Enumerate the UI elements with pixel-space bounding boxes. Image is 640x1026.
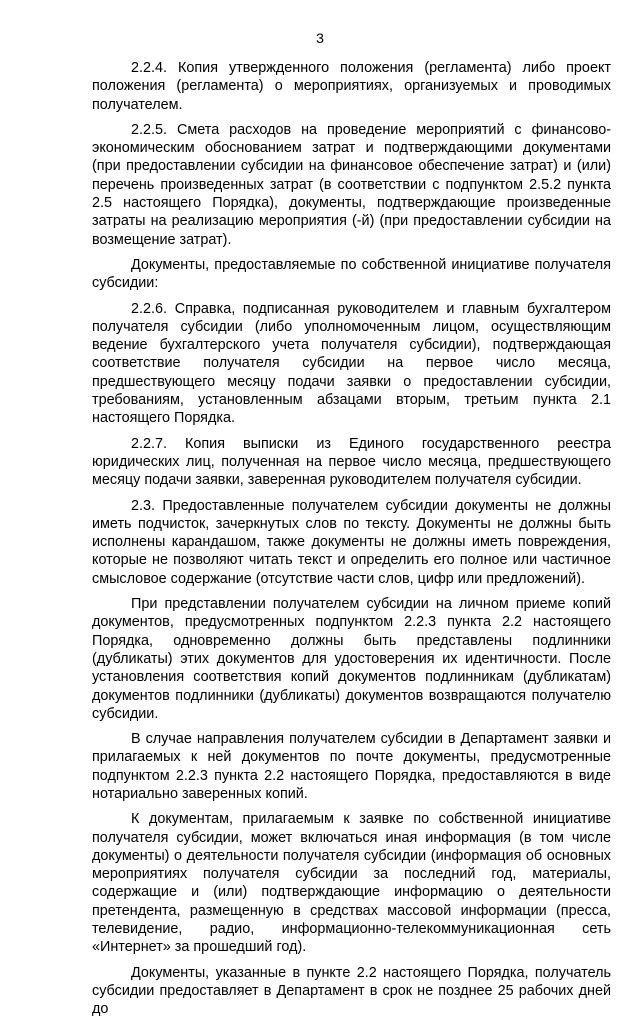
document-body (92, 59, 611, 1026)
paragraph-personal-submission: При представлении получателем субсидии на личном приеме копий документов, предусмотренных подпунктом 2.2.3 пункта 2.2 настоящего Порядка, одновременно должны быть представлены подлинники (дубликаты) этих документов для удостоверения их идентичности. После установления соответствия копий документов подлинникам (дубликатам) документов подлинники (дубликаты) документов возвращаются получателю субсидии. (92, 596, 611, 722)
paragraph-own-initiative-docs: Документы, предоставляемые по собственной инициативе получателя субсидии: (92, 256, 611, 292)
paragraph-2-2-6: 2.2.6. Справка, подписанная руководителем и главным бухгалтером получателя субсидии (либо уполномоченным лицом, осуществляющим ведение бухгалтерского учета получателя субсидии), подтверждающая соответствие получателя субсидии на первое число месяца, предшествующего месяцу подачи заявки о предоставлении субсидии, требованиям, установленным абзацами вторым, третьим пункта 2.1 настоящего Порядка. (92, 300, 611, 427)
paragraph-submission-deadline: Документы, указанные в пункте 2.2 настоящего Порядка, получатель субсидии предоставляет в Департамент в срок не позднее 25 рабочих дней до (92, 964, 611, 1018)
page-number: 3 (316, 30, 324, 46)
paragraph-additional-info: К документам, прилагаемым к заявке по собственной инициативе получателя субсидии, может включаться иная информация (в том числе документы) о деятельности получателя субсидии (информация об основных мероприятиях получателя субсидии за последний год, материалы, содержащие и (или) подтверждающие информацию о деятельности претендента, размещенную в средствах массовой информации (пресса, телевидение, радио, информационно-телекоммуникационная сеть «Интернет» за прошедший год). (92, 811, 611, 956)
paragraph-2-3: 2.3. Предоставленные получателем субсидии документы не должны иметь подчисток, зачеркнутых слов по тексту. Документы не должны быть исполнены карандашом, также документы не должны иметь повреждения, которые не позволяют читать текст и определить его полное или частичное смысловое содержание (отсутствие части слов, цифр или предложений). (92, 497, 611, 587)
paragraph-2-2-5: 2.2.5. Смета расходов на проведение мероприятий с финансово-экономическим обоснованием затрат и подтверждающими документами (при предоставлении субсидии на финансовое обеспечение затрат) и (или) перечень произведенных затрат (в соответствии с подпунктом 2.5.2 пункта 2.5 настоящего Порядка), документы, подтверждающие произведенные затраты на реализацию мероприятия (-й) (при предоставлении субсидии на возмещение затрат). (92, 121, 611, 248)
paragraph-mail-submission: В случае направления получателем субсидии в Департамент заявки и прилагаемых к ней документов по почте документы, предусмотренные подпунктом 2.2.3 пункта 2.2 настоящего Порядка, предоставляются в виде нотариально заверенных копий. (92, 731, 611, 802)
paragraph-2-2-4: 2.2.4. Копия утвержденного положения (регламента) либо проект положения (регламента) о мероприятиях, организуемых и проводимых получателем. (92, 60, 611, 113)
paragraph-2-2-7: 2.2.7. Копия выписки из Единого государственного реестра юридических лиц, полученная на первое число месяца, предшествующего месяцу подачи заявки, заверенная руководителем получателя субсидии. (92, 435, 611, 489)
